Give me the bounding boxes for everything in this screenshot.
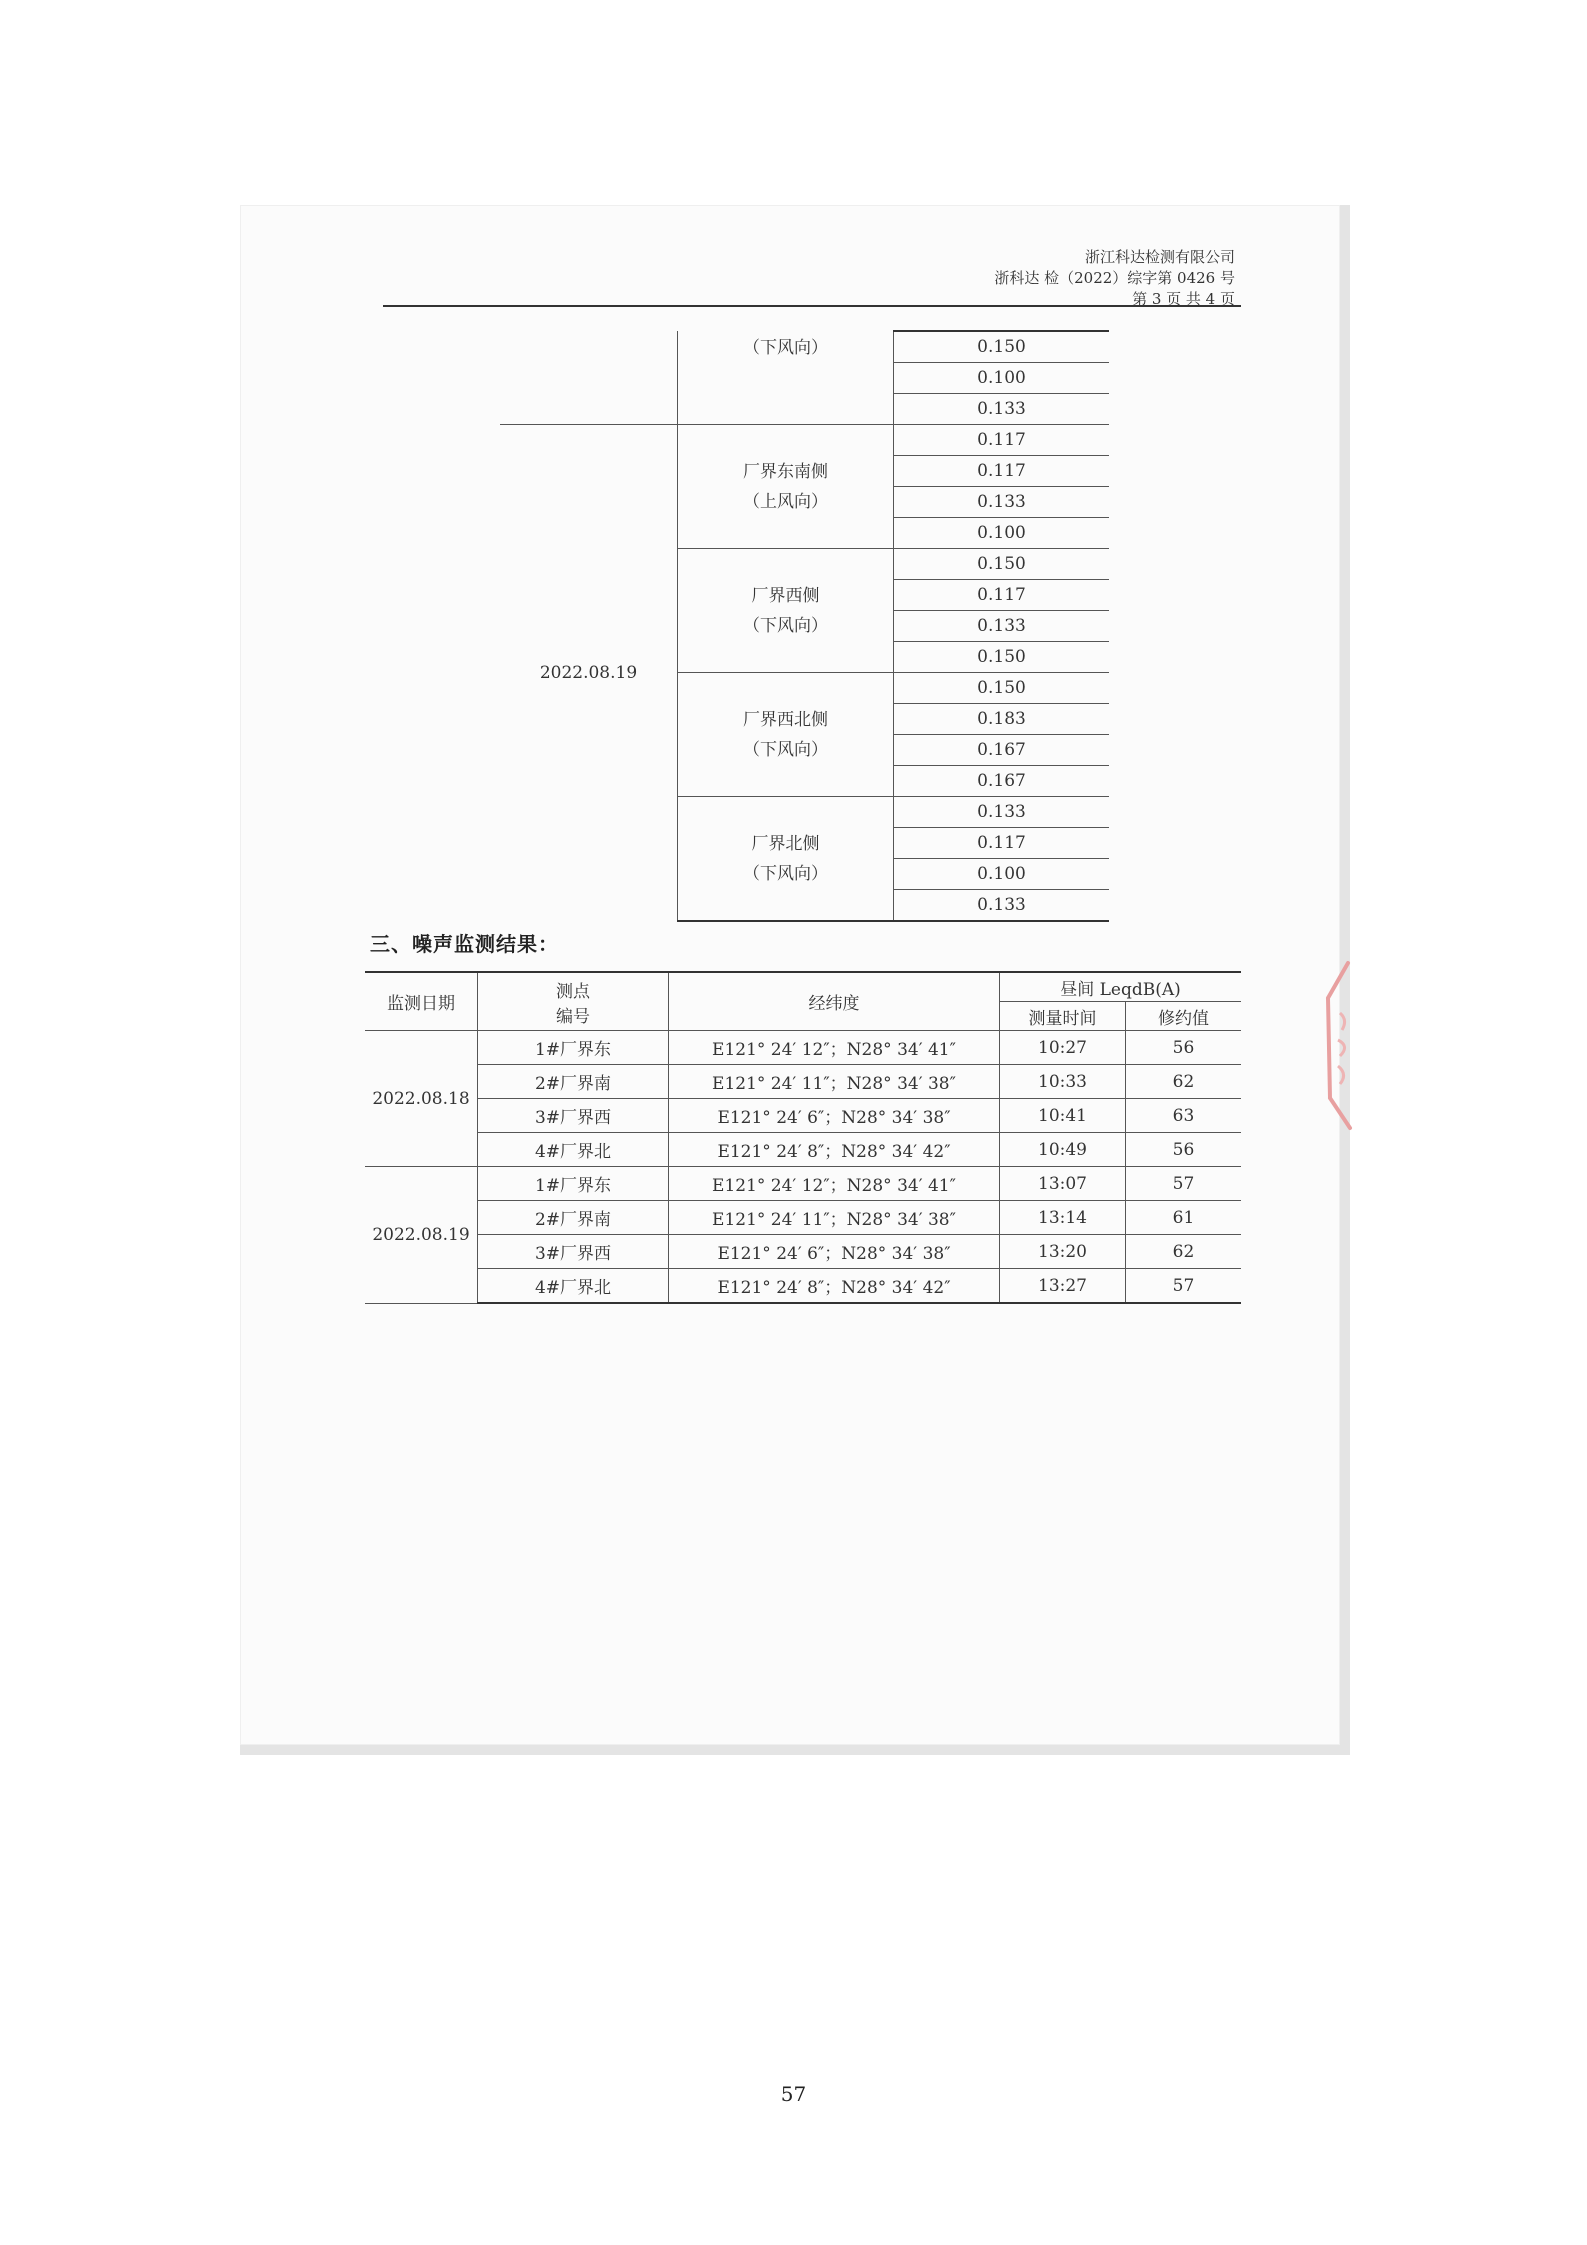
noise-results-table bbox=[365, 971, 1241, 1304]
header-day-group: 昼间 LeqdB(A) bbox=[1000, 972, 1242, 1002]
gas-results-table bbox=[500, 330, 1109, 922]
table-row bbox=[365, 1167, 1241, 1201]
value-cell: 61 bbox=[1126, 1201, 1242, 1235]
value-cell: 57 bbox=[1126, 1269, 1242, 1304]
coord-cell: E121° 24′ 6″；N28° 34′ 38″ bbox=[669, 1235, 1000, 1269]
scanned-page bbox=[240, 205, 1350, 1755]
value-cell: 0.117 bbox=[894, 425, 1110, 456]
header-value: 修约值 bbox=[1126, 1002, 1242, 1031]
value-cell: 0.100 bbox=[894, 363, 1110, 394]
report-header bbox=[240, 247, 1235, 310]
report-number: 浙科达 检（2022）综字第 0426 号 bbox=[994, 269, 1235, 287]
value-cell: 0.150 bbox=[894, 673, 1110, 704]
point-cell: 2#厂界南 bbox=[478, 1201, 669, 1235]
value-cell: 0.150 bbox=[894, 549, 1110, 580]
point-cell: 3#厂界西 bbox=[478, 1099, 669, 1133]
seal-stamp-icon bbox=[1318, 958, 1368, 1133]
value-cell: 56 bbox=[1126, 1031, 1242, 1065]
point-cell: 4#厂界北 bbox=[478, 1133, 669, 1167]
coord-cell: E121° 24′ 8″；N28° 34′ 42″ bbox=[669, 1133, 1000, 1167]
coord-cell: E121° 24′ 12″；N28° 34′ 41″ bbox=[669, 1031, 1000, 1065]
value-cell: 0.133 bbox=[894, 611, 1110, 642]
table-row bbox=[365, 1065, 1241, 1099]
value-cell: 57 bbox=[1126, 1167, 1242, 1201]
point-cell: 4#厂界北 bbox=[478, 1269, 669, 1304]
header-time: 测量时间 bbox=[1000, 1002, 1126, 1031]
header-coord: 经纬度 bbox=[669, 972, 1000, 1031]
value-cell: 0.133 bbox=[894, 394, 1110, 425]
coord-cell: E121° 24′ 8″；N28° 34′ 42″ bbox=[669, 1269, 1000, 1304]
table-row bbox=[365, 1201, 1241, 1235]
value-cell: 0.117 bbox=[894, 580, 1110, 611]
value-cell: 0.117 bbox=[894, 828, 1110, 859]
header-date: 监测日期 bbox=[365, 972, 478, 1031]
value-cell: 0.167 bbox=[894, 735, 1110, 766]
company-name: 浙江科达检测有限公司 bbox=[1084, 248, 1235, 266]
value-cell: 0.100 bbox=[894, 518, 1110, 549]
point-cell: 厂界东南侧 （上风向） bbox=[678, 425, 894, 549]
point-cell: 厂界西侧 （下风向） bbox=[678, 549, 894, 673]
point-cell: 1#厂界东 bbox=[478, 1031, 669, 1065]
coord-cell: E121° 24′ 11″；N28° 34′ 38″ bbox=[669, 1065, 1000, 1099]
point-cell: 2#厂界南 bbox=[478, 1065, 669, 1099]
time-cell: 13:07 bbox=[1000, 1167, 1126, 1201]
coord-cell: E121° 24′ 6″；N28° 34′ 38″ bbox=[669, 1099, 1000, 1133]
table-row bbox=[365, 1133, 1241, 1167]
value-cell: 0.133 bbox=[894, 797, 1110, 828]
table-row bbox=[365, 1235, 1241, 1269]
date-cell: 2022.08.19 bbox=[365, 1167, 478, 1304]
section-title: 三、噪声监测结果： bbox=[370, 932, 559, 956]
time-cell: 10:41 bbox=[1000, 1099, 1126, 1133]
time-cell: 13:20 bbox=[1000, 1235, 1126, 1269]
value-cell: 0.150 bbox=[894, 331, 1110, 363]
value-cell: 0.100 bbox=[894, 859, 1110, 890]
value-cell: 0.150 bbox=[894, 642, 1110, 673]
page-number: 57 bbox=[780, 2082, 807, 2106]
value-cell: 62 bbox=[1126, 1235, 1242, 1269]
value-cell: 0.183 bbox=[894, 704, 1110, 735]
point-cell: （下风向） bbox=[678, 331, 894, 425]
point-cell: 1#厂界东 bbox=[478, 1167, 669, 1201]
value-cell: 0.133 bbox=[894, 890, 1110, 922]
table-cell bbox=[500, 331, 678, 425]
table-row bbox=[365, 1269, 1241, 1304]
value-cell: 63 bbox=[1126, 1099, 1242, 1133]
point-cell: 厂界西北侧 （下风向） bbox=[678, 673, 894, 797]
time-cell: 13:27 bbox=[1000, 1269, 1126, 1304]
page-info: 第 3 页 共 4 页 bbox=[1132, 290, 1235, 308]
point-cell: 3#厂界西 bbox=[478, 1235, 669, 1269]
table-row bbox=[365, 1031, 1241, 1065]
header-point: 测点 编号 bbox=[478, 972, 669, 1031]
date-cell: 2022.08.18 bbox=[365, 1031, 478, 1167]
value-cell: 0.133 bbox=[894, 487, 1110, 518]
table-row bbox=[365, 1099, 1241, 1133]
time-cell: 10:33 bbox=[1000, 1065, 1126, 1099]
coord-cell: E121° 24′ 12″；N28° 34′ 41″ bbox=[669, 1167, 1000, 1201]
value-cell: 0.167 bbox=[894, 766, 1110, 797]
coord-cell: E121° 24′ 11″；N28° 34′ 38″ bbox=[669, 1201, 1000, 1235]
date-cell: 2022.08.19 bbox=[500, 425, 678, 922]
time-cell: 13:14 bbox=[1000, 1201, 1126, 1235]
time-cell: 10:49 bbox=[1000, 1133, 1126, 1167]
value-cell: 56 bbox=[1126, 1133, 1242, 1167]
time-cell: 10:27 bbox=[1000, 1031, 1126, 1065]
point-cell: 厂界北侧 （下风向） bbox=[678, 797, 894, 922]
value-cell: 62 bbox=[1126, 1065, 1242, 1099]
header-rule bbox=[383, 305, 1241, 307]
value-cell: 0.117 bbox=[894, 456, 1110, 487]
